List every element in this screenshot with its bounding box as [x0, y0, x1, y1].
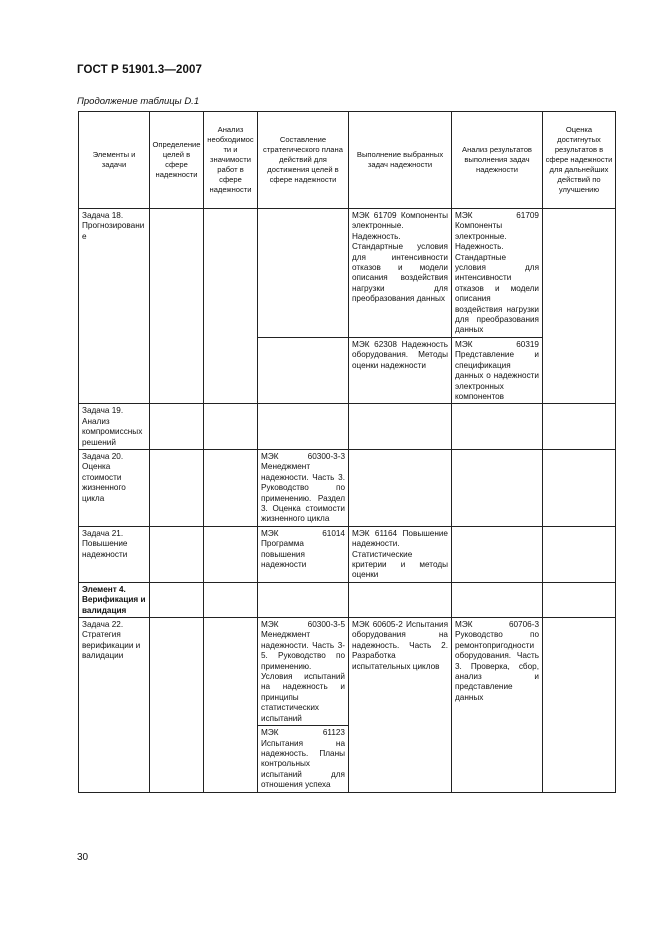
table-row [79, 582, 616, 617]
table-caption: Продолжение таблицы D.1 [77, 96, 200, 107]
table-row [79, 526, 616, 582]
cell-empty [150, 404, 204, 450]
cell-element: Задача 22. Стратегия верификации и валидации [79, 618, 150, 793]
cell-empty [150, 618, 204, 793]
cell-element: Задача 18. Прогнозирование [79, 209, 150, 404]
cell-execution: МЭК 60605-2 Испытания оборудования на надежность. Часть 2. Разработка испытательных циклов [349, 618, 452, 793]
table-row [79, 618, 616, 726]
cell-analysis: МЭК 60319 Представление и спецификация данных о надежности электронных компонентов [452, 337, 543, 403]
cell-element: Задача 21. Повышение надежности [79, 526, 150, 582]
cell-empty [543, 618, 616, 793]
cell-empty [150, 209, 204, 404]
col-header-elements: Элементы и задачи [79, 112, 150, 209]
standards-table [78, 111, 616, 793]
cell-strategy: МЭК 61123 Испытания на надежность. Планы контрольных испытаний для отношения успеха [258, 726, 349, 792]
cell-empty [258, 209, 349, 338]
cell-execution: МЭК 61709 Компоненты электронные. Надежность. Стандартные условия для интенсивности отказов и модели описания воздействия нагрузки для преобразования данных [349, 209, 452, 338]
table-row [79, 209, 616, 338]
cell-execution: МЭК 62308 Надежность оборудования. Методы оценки надежности [349, 337, 452, 403]
document-title: ГОСТ Р 51901.3—2007 [77, 64, 202, 76]
cell-analysis: МЭК 60706-3 Руководство по ремонтопригодности оборудования. Часть 3. Проверка, сбор, анализ и представление данных [452, 618, 543, 793]
col-header-evaluation: Оценка достигнутых результатов в сфере надежности для дальнейших действий по улучшению [543, 112, 616, 209]
cell-element-heading: Элемент 4. Верификация и валидация [79, 582, 150, 617]
cell-strategy: МЭК 60300-3-5 Менеджмент надежности. Часть 3-5. Руководство по применению. Условия испытаний на надежность и принципы статистических испытаний [258, 618, 349, 726]
cell-empty [204, 449, 258, 526]
col-header-necessity: Анализ необходимости и значимости работ в сфере надежности [204, 112, 258, 209]
cell-empty [150, 526, 204, 582]
cell-empty [204, 404, 258, 450]
page-number: 30 [77, 852, 89, 863]
cell-analysis: МЭК 61709 Компоненты электронные. Надежность. Стандартные условия для интенсивности отказов и модели описания воздействия нагрузки для преобразования данных [452, 209, 543, 338]
cell-empty [349, 449, 452, 526]
cell-empty [150, 449, 204, 526]
cell-empty [349, 404, 452, 450]
cell-empty [543, 526, 616, 582]
col-header-execution: Выполнение выбранных задач надежности [349, 112, 452, 209]
table-row [79, 404, 616, 450]
cell-element: Задача 20. Оценка стоимости жизненного цикла [79, 449, 150, 526]
cell-empty [543, 582, 616, 617]
table-header-row [79, 112, 616, 209]
cell-empty [349, 582, 452, 617]
cell-strategy: МЭК 60300-3-3 Менеджмент надежности. Часть 3. Руководство по применению. Раздел 3. Оценка стоимости жизненного цикла [258, 449, 349, 526]
cell-strategy: МЭК 61014 Программа повышения надежности [258, 526, 349, 582]
cell-empty [452, 582, 543, 617]
cell-empty [543, 209, 616, 404]
cell-empty [452, 526, 543, 582]
cell-empty [204, 209, 258, 404]
cell-empty [543, 404, 616, 450]
col-header-analysis: Анализ результатов выполнения задач надежности [452, 112, 543, 209]
cell-empty [204, 582, 258, 617]
table-row [79, 449, 616, 526]
cell-empty [258, 582, 349, 617]
col-header-strategy: Составление стратегического плана действий для достижения целей в сфере надежности [258, 112, 349, 209]
cell-empty [452, 449, 543, 526]
cell-empty [204, 526, 258, 582]
cell-empty [258, 404, 349, 450]
cell-empty [150, 582, 204, 617]
cell-empty [258, 337, 349, 403]
col-header-goals: Определение целей в сфере надежности [150, 112, 204, 209]
cell-empty [204, 618, 258, 793]
cell-empty [452, 404, 543, 450]
cell-execution: МЭК 61164 Повышение надежности. Статистические критерии и методы оценки [349, 526, 452, 582]
cell-empty [543, 449, 616, 526]
cell-element: Задача 19. Анализ компромиссных решений [79, 404, 150, 450]
